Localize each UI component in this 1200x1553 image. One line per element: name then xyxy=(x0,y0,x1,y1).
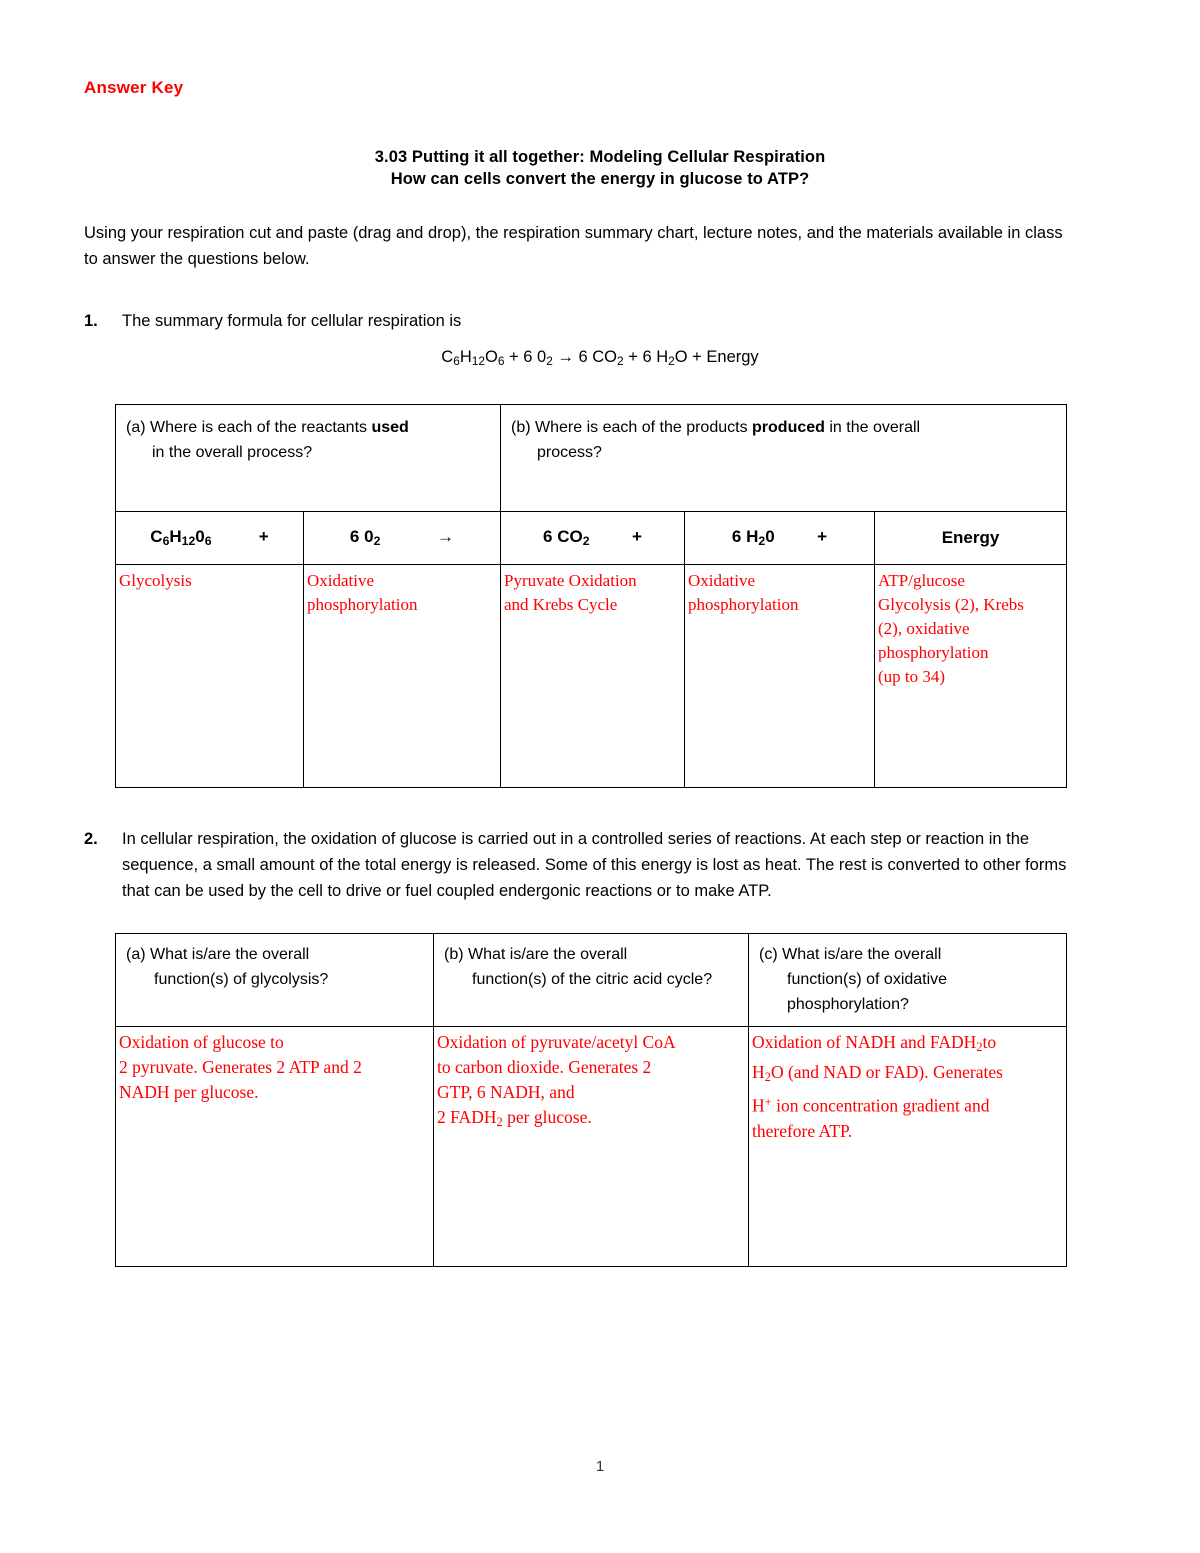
table-row xyxy=(116,934,1067,1027)
table2-header-b-rest: function(s) of the citric acid cycle? xyxy=(472,971,713,988)
page-number: 1 xyxy=(595,1458,605,1475)
answer-line: and Krebs Cycle xyxy=(504,595,618,614)
answer-line: Oxidative xyxy=(307,571,375,590)
table1-header-b-letter: (b) xyxy=(511,419,531,436)
table1-header-b-bold: produced xyxy=(752,419,825,436)
answer-key-label: Answer Key xyxy=(84,78,184,97)
answer-line: (up to 34) xyxy=(878,667,946,686)
table1-eq-energy: Energy xyxy=(875,512,1067,565)
table2-header-b xyxy=(434,934,749,1027)
table2-header-a xyxy=(116,934,434,1027)
answer-line: GTP, 6 NADH, and xyxy=(437,1082,575,1102)
equation-arrow: → xyxy=(557,348,579,366)
table1-header-a xyxy=(116,405,501,512)
title-line-1: 3.03 Putting it all together: Modeling Cellular Respiration xyxy=(374,148,826,166)
intro-paragraph: Using your respiration cut and paste (drag and drop), the respiration summary chart, lecture notes, and the materials available in class to answer the questions below. xyxy=(84,224,1063,268)
answer-line: therefore ATP. xyxy=(752,1120,853,1141)
table1-header-b-line2: process? xyxy=(537,444,602,461)
table1-header-a-line2: in the overall process? xyxy=(152,444,313,461)
answer-line: ATP/glucose xyxy=(878,571,965,590)
equation-water: 6 $H_2O$ xyxy=(642,348,688,368)
table1-eq-oxygen: 6 $0_2$ → xyxy=(304,512,501,565)
table2-answer-glycolysis xyxy=(116,1027,434,1267)
table-row xyxy=(116,512,1067,565)
table2-header-c-rest: function(s) of oxidative phosphorylation? xyxy=(787,971,948,1013)
answer-line: $H_2O$ (and NAD or FAD). Generates xyxy=(752,1062,1003,1085)
answer-line: Pyruvate Oxidation xyxy=(504,571,637,590)
answer-line: phosphorylation xyxy=(307,595,418,614)
respiration-equation xyxy=(0,348,1200,368)
answer-line: 2 pyruvate. Generates 2 ATP and 2 xyxy=(119,1057,362,1077)
table1-eq-carbon-dioxide: 6 $CO_2$ + xyxy=(501,512,685,565)
equation-glucose: $C_6H_{12}O_6$ xyxy=(441,348,505,368)
table-row xyxy=(116,1027,1067,1267)
page-title xyxy=(0,146,1200,190)
answer-line: Glycolysis xyxy=(119,571,192,590)
equation-oxygen: 6 $0_2$ xyxy=(523,348,553,368)
equation-energy: Energy xyxy=(706,348,759,366)
table1-header-a-letter: (a) xyxy=(126,419,146,436)
question-2-text: In cellular respiration, the oxidation of glucose is carried out in a controlled series of reactions. At each step or reaction in the sequence, a small amount of the total energy is released. Some of this energy is lost as heat. The rest is converted to other forms that can be used by the cell to drive or fuel coupled endergonic reactions or to make ATP. xyxy=(122,830,1067,900)
answer-line: Oxidative xyxy=(688,571,756,590)
answer-line: Oxidation of glucose to xyxy=(119,1032,284,1052)
answer-line: (2), oxidative xyxy=(878,619,970,638)
table1-header-b xyxy=(501,405,1067,512)
answer-line: Glycolysis (2), Krebs xyxy=(878,595,1024,614)
question-1-text: The summary formula for cellular respiration is xyxy=(122,312,462,330)
table1-header-a-bold: used xyxy=(371,419,409,436)
equation-plus-2: + xyxy=(628,348,643,366)
table2-header-b-line1: What is/are the overall xyxy=(468,946,628,963)
table2-header-a-letter: (a) xyxy=(126,946,146,963)
table2-header-a-line1: What is/are the overall xyxy=(150,946,310,963)
answer-line: Oxidation of NADH and $FADH_2to$ xyxy=(752,1032,997,1055)
answer-line: 2 $FADH_2$ per glucose. xyxy=(437,1107,592,1130)
answer-line: phosphorylation xyxy=(878,643,989,662)
table-row xyxy=(116,565,1067,788)
table1-answer-oxygen xyxy=(304,565,501,788)
table1-answer-energy xyxy=(875,565,1067,788)
table1-eq-water: 6 $H_20$ + xyxy=(685,512,875,565)
table1-header-b-text-post: in the overall xyxy=(824,419,921,436)
answer-line: phosphorylation xyxy=(688,595,799,614)
answer-line: H+ ion concentration gradient and xyxy=(752,1095,990,1116)
question-1-number: 1. xyxy=(84,312,98,330)
question-1 xyxy=(84,308,1084,334)
reactants-products-table xyxy=(115,404,1067,788)
table1-header-b-text: Where is each of the products xyxy=(535,419,753,436)
equation-plus-1: + xyxy=(509,348,524,366)
question-2-number: 2. xyxy=(84,830,98,848)
table1-answer-glucose xyxy=(116,565,304,788)
answer-line: to carbon dioxide. Generates 2 xyxy=(437,1057,652,1077)
table1-eq-glucose: $C_6H_{12}0_6$ + xyxy=(116,512,304,565)
table-row xyxy=(116,405,1067,512)
table2-answer-oxidative-phosphorylation xyxy=(749,1027,1067,1267)
table1-answer-water xyxy=(685,565,875,788)
table2-header-c xyxy=(749,934,1067,1027)
table2-answer-citric-acid-cycle xyxy=(434,1027,749,1267)
answer-line: NADH per glucose. xyxy=(119,1082,259,1102)
answer-line: Oxidation of pyruvate/acetyl CoA xyxy=(437,1032,676,1052)
table2-header-c-letter: (c) xyxy=(759,946,778,963)
table2-header-c-line1: What is/are the overall xyxy=(782,946,942,963)
table2-header-b-letter: (b) xyxy=(444,946,464,963)
question-2 xyxy=(84,826,1088,904)
equation-carbon-dioxide: 6 $CO_2$ xyxy=(578,348,624,368)
equation-plus-3: + xyxy=(692,348,707,366)
title-line-2: How can cells convert the energy in glucose to ATP? xyxy=(390,170,810,188)
table1-header-a-text: Where is each of the reactants xyxy=(150,419,372,436)
table2-header-a-rest: function(s) of glycolysis? xyxy=(154,971,329,988)
functions-table xyxy=(115,933,1067,1267)
table1-answer-carbon-dioxide xyxy=(501,565,685,788)
